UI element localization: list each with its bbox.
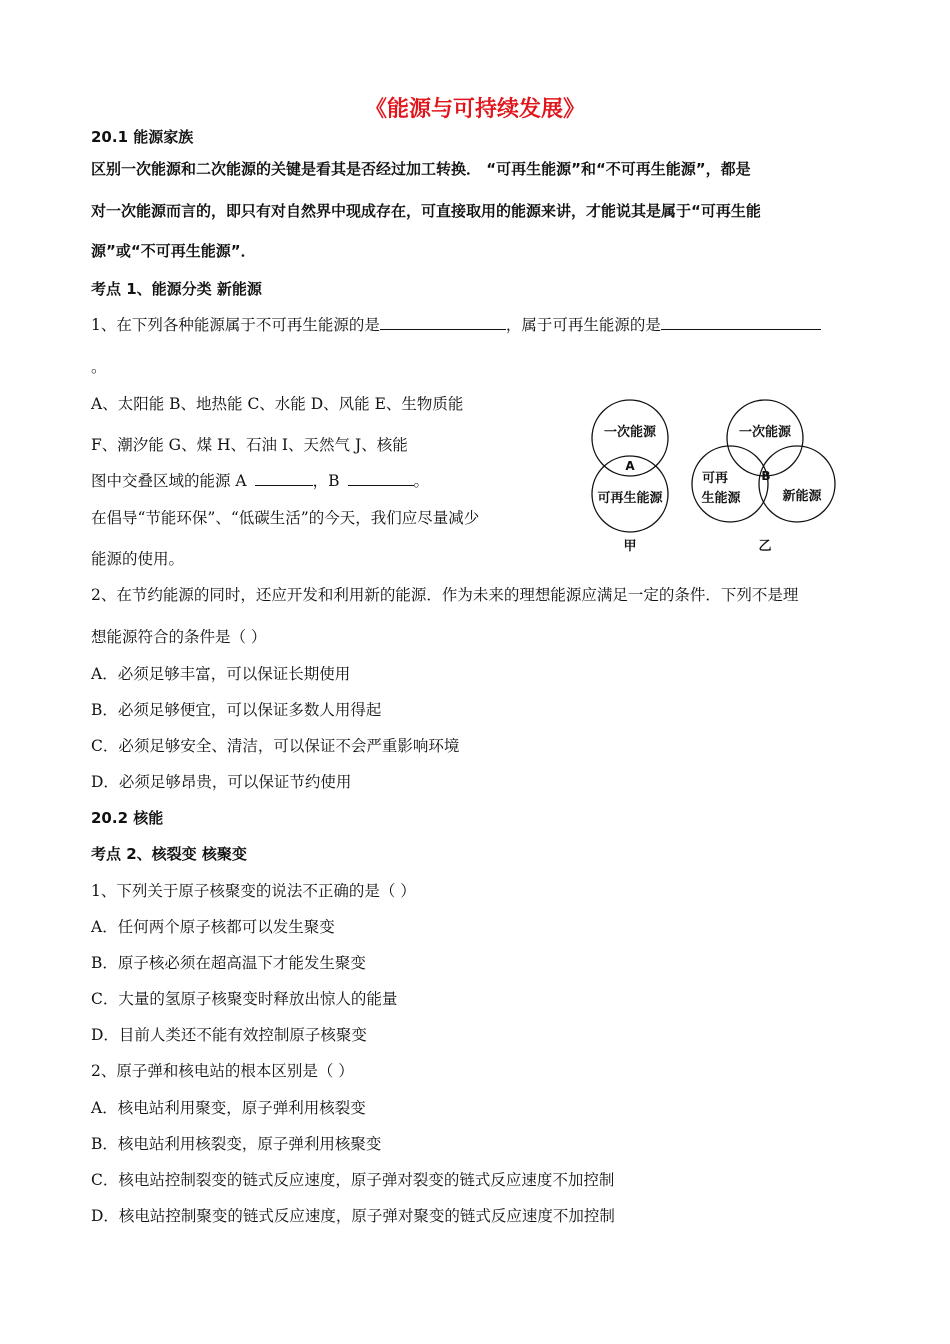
question-1-1-tail: 。 xyxy=(91,358,107,376)
answer-blank-a[interactable] xyxy=(255,471,313,486)
question-1-1-part1: 1、在下列各种能源属于不可再生能源的是 xyxy=(91,316,380,334)
page-title: 《能源与可持续发展》 xyxy=(364,97,585,122)
answer-blank-b[interactable] xyxy=(348,471,414,486)
kaodian-2: 考点 2、核裂变 核聚变 xyxy=(91,845,247,863)
section-heading-20-1: 20.1 能源家族 xyxy=(91,128,194,146)
intro-line-3: 源”或“不可再生能源”． xyxy=(91,242,256,260)
option-2-1-d: D．目前人类还不能有效控制原子核聚变 xyxy=(91,1026,367,1044)
intro-line-1: 区别一次能源和二次能源的关键是看其是否经过加工转换． “可再生能源”和“不可再生能源”，都是 xyxy=(91,160,751,178)
question-2-2: 2、原子弹和核电站的根本区别是（ ） xyxy=(91,1062,354,1080)
question-1-2-line-2: 想能源符合的条件是（ ） xyxy=(91,628,267,646)
yi-label-new: 新能源 xyxy=(782,489,822,504)
option-2-2-b: B．核电站利用核裂变，原子弹利用核聚变 xyxy=(91,1135,382,1153)
overlap-mid: ，B xyxy=(312,472,340,490)
question-1-1 xyxy=(91,313,821,335)
advocate-line-1: 在倡导“节能环保”、“低碳生活”的今天，我们应尽量减少 xyxy=(91,509,480,527)
overlap-question xyxy=(91,469,429,491)
advocate-line-2: 能源的使用。 xyxy=(91,550,185,568)
option-2-1-b: B．原子核必须在超高温下才能发生聚变 xyxy=(91,954,366,972)
options-row-2: F、潮汐能 G、煤 H、石油 I、天然气 J、核能 xyxy=(91,436,408,454)
jia-label-a: A xyxy=(625,459,635,473)
question-1-2-line-1: 2、在节约能源的同时，还应开发和利用新的能源．作为未来的理想能源应满足一定的条件．下列不是理 xyxy=(91,586,799,604)
kaodian-1: 考点 1、能源分类 新能源 xyxy=(91,280,262,298)
section-heading-20-2: 20.2 核能 xyxy=(91,809,164,827)
option-1-2-a: A．必须足够丰富，可以保证长期使用 xyxy=(91,665,351,683)
question-1-1-part2: ，属于可再生能源的是 xyxy=(505,316,661,334)
option-2-2-c: C．核电站控制裂变的链式反应速度，原子弹对裂变的链式反应速度不加控制 xyxy=(91,1171,615,1189)
option-1-2-c: C．必须足够安全、清洁，可以保证不会严重影响环境 xyxy=(91,737,460,755)
option-2-2-d: D．核电站控制聚变的链式反应速度，原子弹对聚变的链式反应速度不加控制 xyxy=(91,1207,615,1225)
options-row-1: A、太阳能 B、地热能 C、水能 D、风能 E、生物质能 xyxy=(91,395,464,413)
yi-label-primary: 一次能源 xyxy=(738,425,792,440)
yi-label-b: B xyxy=(761,469,771,483)
question-2-1: 1、下列关于原子核聚变的说法不正确的是（ ） xyxy=(91,882,416,900)
yi-caption: 乙 xyxy=(758,539,772,554)
jia-label-renewable: 可再生能源 xyxy=(597,491,663,506)
overlap-end: 。 xyxy=(413,472,430,490)
venn-figure xyxy=(580,398,850,558)
intro-line-2: 对一次能源而言的，即只有对自然界中现成存在，可直接取用的能源来讲，才能说其是属于“可再生能 xyxy=(91,202,761,220)
option-2-2-a: A．核电站利用聚变，原子弹利用核裂变 xyxy=(91,1099,366,1117)
jia-caption: 甲 xyxy=(623,539,637,554)
option-2-1-a: A．任何两个原子核都可以发生聚变 xyxy=(91,918,335,936)
option-2-1-c: C．大量的氢原子核聚变时释放出惊人的能量 xyxy=(91,990,398,1008)
yi-label-renewable-2: 生能源 xyxy=(701,491,741,506)
answer-blank-nonrenewable[interactable] xyxy=(380,315,506,330)
option-1-2-b: B．必须足够便宜，可以保证多数人用得起 xyxy=(91,701,382,719)
overlap-prefix: 图中交叠区域的能源 A xyxy=(91,472,247,490)
answer-blank-renewable[interactable] xyxy=(661,315,821,330)
option-1-2-d: D．必须足够昂贵，可以保证节约使用 xyxy=(91,773,352,791)
yi-label-renewable-1: 可再 xyxy=(701,471,729,486)
jia-label-primary: 一次能源 xyxy=(603,425,657,440)
